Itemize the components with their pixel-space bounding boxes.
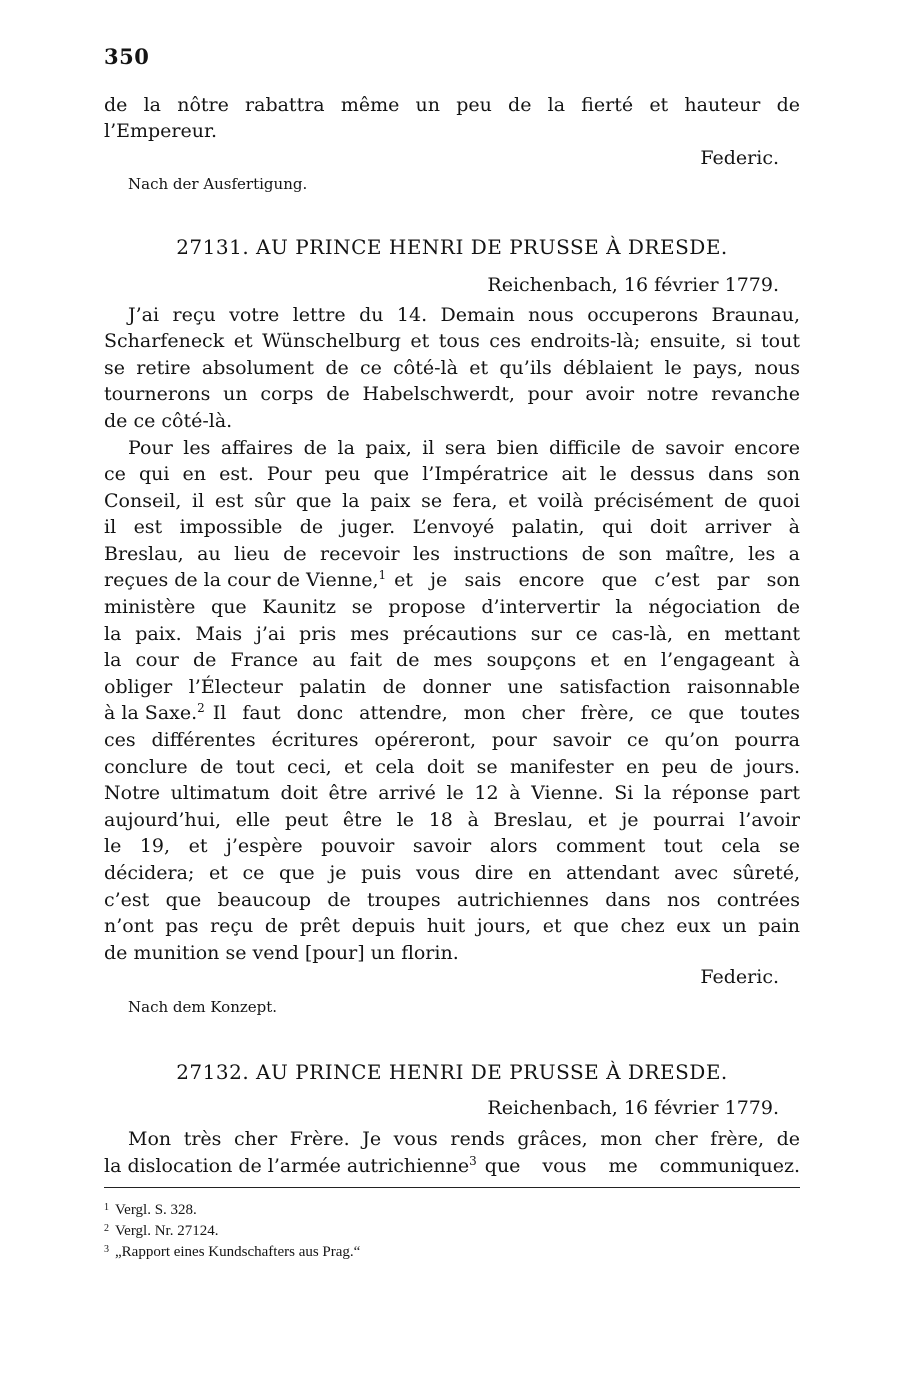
letter-heading: 27131. AU PRINCE HENRI DE PRUSSE À DRESDE. (176, 235, 728, 259)
text-line: la cour de France au fait de mes soupçons et en l’engageant à (104, 649, 800, 671)
text-line: Mon très cher Frère. Je vous rends grâces, mon cher frère, de (128, 1128, 800, 1150)
text-line: de ce côté-là. (104, 410, 233, 432)
text-line: Conseil, il est sûr que la paix se fera, et voilà précisément de quoi (104, 490, 800, 512)
text-line: il est impossible de juger. L’envoyé palatin, qui doit arriver à (104, 516, 800, 538)
text-line: se retire absolument de ce côté-là et qu’ils déblaient le pays, nous (104, 357, 800, 379)
signature: Federic. (700, 147, 779, 169)
dateline: Reichenbach, 16 février 1779. (487, 274, 779, 296)
footnote-ref: 1 (378, 568, 387, 582)
letter-heading: 27132. AU PRINCE HENRI DE PRUSSE À DRESDE. (176, 1060, 728, 1084)
text-line: c’est que beaucoup de troupes autrichiennes dans nos contrées (104, 889, 800, 911)
text-line: Scharfeneck et Wünschelburg et tous ces endroits-là; ensuite, si tout (104, 330, 800, 352)
page-number: 350 (104, 44, 150, 69)
text-line: le 19, et j’espère pouvoir savoir alors comment tout cela se (104, 835, 800, 857)
footnote-mark: 3 (104, 1244, 109, 1255)
text-line: décidera; et ce que je puis vous dire en attendant avec sûreté, (104, 862, 800, 884)
text-segment: Il faut donc attendre, mon cher frère, ce que toutes (212, 702, 800, 724)
dateline: Reichenbach, 16 février 1779. (487, 1097, 779, 1119)
text-line: aujourd’hui, elle peut être le 18 à Breslau, et je pourrai l’avoir (104, 809, 800, 831)
text-segment: la dislocation de l’armée autrichienne$^3$ (104, 1154, 477, 1177)
text-line: de munition se vend [pour] un florin. (104, 942, 459, 964)
source-note: Nach dem Konzept. (128, 998, 278, 1016)
text-line: ce qui en est. Pour peu que l’Impératrice ait le dessus dans son (104, 463, 800, 485)
text-segment: à la Saxe.$^2$ (104, 701, 205, 724)
source-note: Nach der Ausfertigung. (128, 175, 308, 193)
text-line: Breslau, au lieu de recevoir les instructions de son maître, les a (104, 543, 800, 565)
text-segment: et je sais encore que c’est par son (394, 569, 800, 591)
footnote (104, 1219, 218, 1241)
text-line: l’Empereur. (104, 120, 218, 142)
text-line (104, 700, 800, 726)
text-line (104, 1153, 800, 1179)
footnote-rule (104, 1187, 800, 1188)
text-segment: que vous me communiquez. (484, 1155, 800, 1177)
text-line: la paix. Mais j’ai pris mes précautions sur ce cas-là, en mettant (104, 623, 800, 645)
signature: Federic. (700, 966, 779, 988)
text-line: tournerons un corps de Habelschwerdt, pour avoir notre revanche (104, 383, 800, 405)
text-line: ministère que Kaunitz se propose d’intervertir la négociation de (104, 596, 800, 618)
text-line: de la nôtre rabattra même un peu de la fierté et hauteur de (104, 94, 800, 116)
footnote-ref: 2 (197, 701, 205, 715)
text-segment: reçues de la cour de Vienne,$^1$ (104, 568, 387, 591)
footnote-ref: 3 (469, 1154, 477, 1168)
text-line: n’ont pas reçu de prêt depuis huit jours, et que chez eux un pain (104, 915, 800, 937)
footnote-text: Vergl. Nr. 27124. (115, 1223, 219, 1239)
footnote-mark: 1 (104, 1202, 109, 1213)
text-line: Notre ultimatum doit être arrivé le 12 à Vienne. Si la réponse part (104, 782, 800, 804)
footnote-mark: 2 (104, 1223, 109, 1234)
text-line: conclure de tout ceci, et cela doit se manifester en peu de jours. (104, 756, 800, 778)
footnote-text: „Rapport eines Kundschafters aus Prag.“ (115, 1244, 361, 1260)
footnote-text: Vergl. S. 328. (115, 1202, 197, 1218)
text-line: obliger l’Électeur palatin de donner une satisfaction raisonnable (104, 676, 800, 698)
text-line: ces différentes écritures opéreront, pour savoir ce qu’on pourra (104, 729, 800, 751)
footnote (104, 1198, 197, 1220)
text-line: J’ai reçu votre lettre du 14. Demain nous occuperons Braunau, (128, 304, 800, 326)
text-line (104, 567, 800, 593)
footnote (104, 1240, 360, 1262)
text-line: Pour les affaires de la paix, il sera bien difficile de savoir encore (128, 437, 800, 459)
